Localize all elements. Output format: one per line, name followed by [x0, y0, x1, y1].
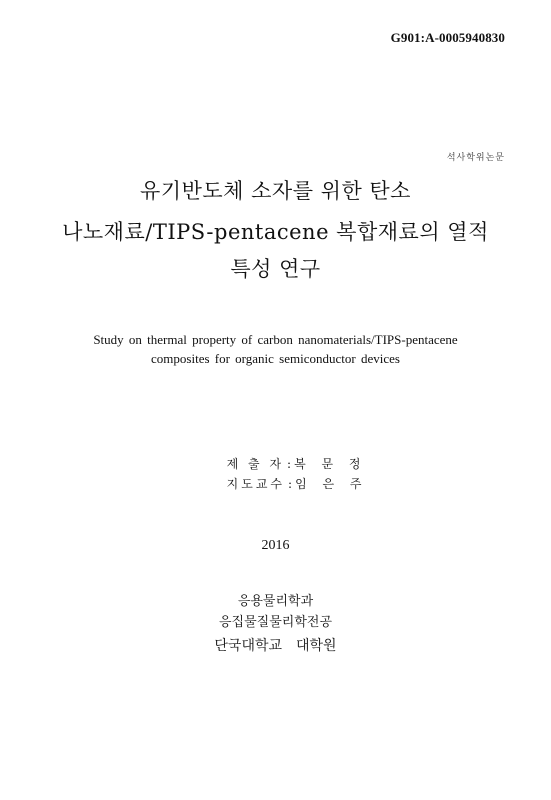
- advisor-label: 지도교수: [226, 477, 286, 491]
- document-id: G901:A-0005940830: [390, 30, 505, 45]
- author-name: 복 문 정: [294, 457, 367, 471]
- university: 단국대학교 대학원: [214, 638, 337, 654]
- submission-year: 2016: [261, 538, 290, 553]
- english-title-line-1: Study on thermal property of carbon nanomaterials/TIPS-pentacene: [93, 332, 458, 347]
- korean-title-line-1: 유기반도체 소자를 위한 탄소: [140, 179, 411, 203]
- english-title-line-2: composites for organic semiconductor devices: [151, 351, 400, 366]
- korean-title-line-3: 특성 연구: [230, 257, 321, 281]
- author-colon: :: [287, 457, 292, 471]
- author-label: 제 출 자: [226, 457, 285, 471]
- degree-type: 석사학위논문: [446, 153, 505, 163]
- advisor-colon: :: [288, 477, 293, 491]
- korean-title-line-2: 나노재료/TIPS-pentacene 복합재료의 열적: [62, 220, 489, 244]
- major: 응집물질물리학전공: [218, 615, 333, 630]
- advisor-row: [219, 466, 367, 490]
- advisor-name: 임 은 주: [295, 477, 368, 491]
- department: 응용물리학과: [237, 594, 314, 609]
